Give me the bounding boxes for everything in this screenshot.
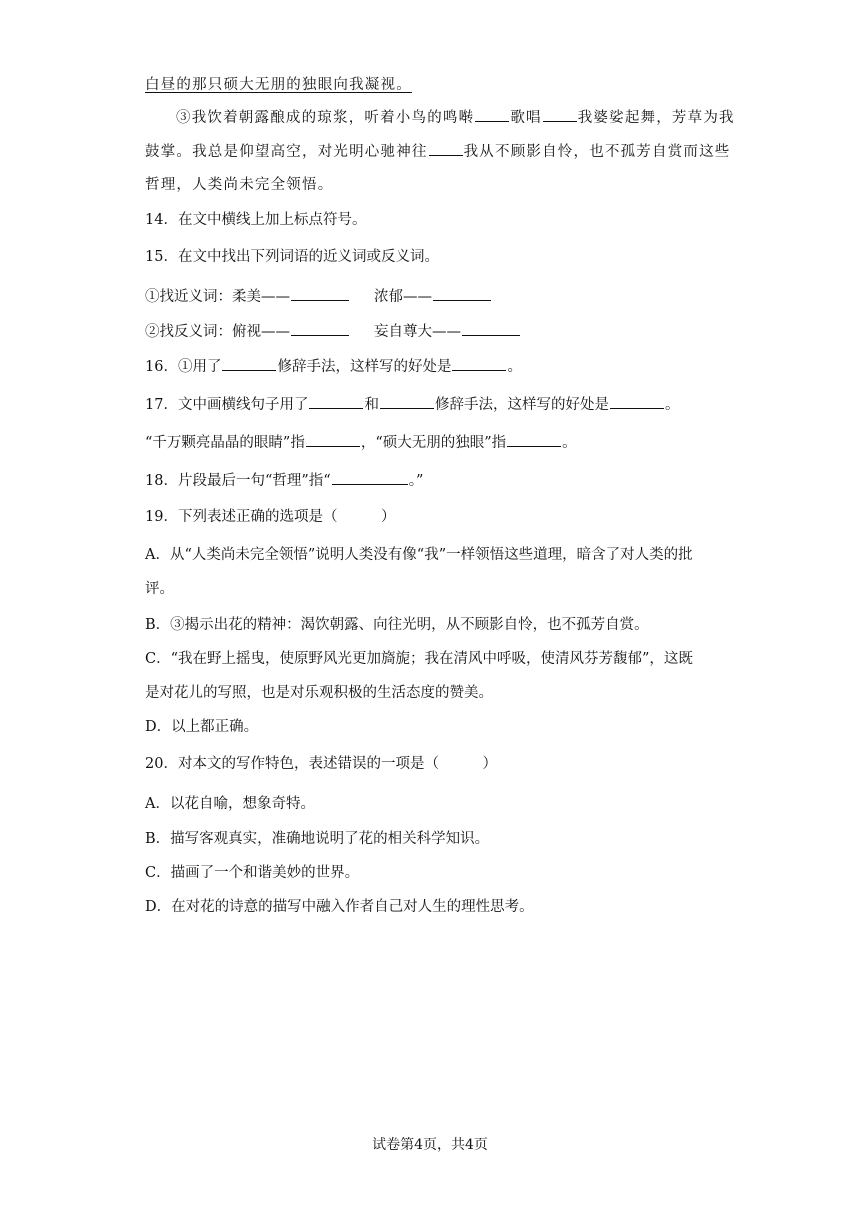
question-text: 修辞手法，这样写的好处是 [277,359,452,375]
option-19-c-line-2[interactable]: 是对花儿的写照，也是对乐观积极的生活态度的赞美。 [145,685,493,701]
question-text: 浓郁—— [374,289,432,305]
question-19: 19．下列表述正确的选项是（ ） [145,509,396,525]
question-17-part-2 [145,432,577,453]
question-18 [145,470,423,491]
question-14: 14．在文中横线上加上标点符号。 [145,212,367,228]
question-text: 17．文中画横线句子用了 [145,397,309,413]
answer-blank[interactable] [222,356,276,371]
answer-blank[interactable] [306,432,360,447]
passage-text: 歌唱 [510,110,542,126]
answer-blank[interactable] [507,432,561,447]
option-19-b[interactable]: B．③揭示出花的精神：渴饮朝露、向往光明，从不顾影自怜，也不孤芳自赏。 [145,617,649,633]
passage-line-underlined: 白昼的那只硕大无朋的独眼向我凝视。 [145,77,412,93]
punctuation-blank[interactable] [543,107,577,122]
option-19-a-line-1[interactable]: A．从“人类尚未完全领悟”说明人类没有像“我”一样领悟这些道理，暗含了对人类的批 [145,547,693,563]
answer-blank[interactable] [309,394,363,409]
question-text: 妄自尊大—— [374,324,461,340]
question-17 [145,394,679,415]
question-text: 。 [507,359,522,375]
passage-paragraph-3-line-3: 哲理，人类尚未完全领悟。 [145,177,334,193]
question-20: 20．对本文的写作特色，表述错误的一项是（ ） [145,756,497,772]
option-20-c[interactable]: C．描画了一个和谐美妙的世界。 [145,865,360,881]
question-text: “千万颗亮晶晶的眼睛”指 [145,435,305,451]
question-15-synonyms [145,286,492,307]
question-16 [145,356,522,377]
passage-text: 鼓掌。我总是仰望高空，对光明心驰神往 [145,144,428,160]
passage-paragraph-3-line-2 [145,141,731,162]
question-text: 。 [562,435,577,451]
answer-blank[interactable] [291,286,349,301]
page-footer: 试卷第4页，共4页 [372,1137,488,1153]
option-20-b[interactable]: B．描写客观真实，准确地说明了花的相关科学知识。 [145,831,490,847]
option-20-a[interactable]: A．以花自喻，想象奇特。 [145,796,315,812]
answer-blank[interactable] [462,321,520,336]
question-text: 18．片段最后一句“哲理”指“ [145,473,331,489]
answer-blank[interactable] [380,394,434,409]
passage-text: 我从不顾影自怜，也不孤芳自赏而这些 [463,144,731,160]
question-text: 修辞手法，这样写的好处是 [434,397,609,413]
option-20-d[interactable]: D．在对花的诗意的描写中融入作者自己对人生的理性思考。 [145,899,534,915]
answer-blank[interactable] [332,470,408,485]
option-19-d[interactable]: D．以上都正确。 [145,719,259,735]
question-15: 15．在文中找出下列词语的近义词或反义词。 [145,249,439,265]
answer-blank[interactable] [452,356,506,371]
question-15-antonyms [145,321,521,342]
passage-paragraph-3-line-1 [176,107,735,128]
question-text: 。” [408,473,424,489]
option-19-a-line-2[interactable]: 评。 [145,581,174,597]
passage-text: ③我饮着朝露酿成的琼浆，听着小鸟的鸣啭 [176,110,475,126]
question-text: 和 [364,397,379,413]
question-text: 16．①用了 [145,359,222,375]
question-text: ①找近义词：柔美—— [145,289,290,305]
punctuation-blank[interactable] [475,107,509,122]
option-19-c-line-1[interactable]: C．“我在野上摇曳，使原野风光更加旖旎；我在清风中呼吸，使清风芬芳馥郁”，这既 [145,651,693,667]
question-text: 。 [664,397,680,413]
punctuation-blank[interactable] [429,141,463,156]
question-text: ②找反义词：俯视—— [145,324,290,340]
question-text: ，“硕大无朋的独眼”指 [360,435,507,451]
answer-blank[interactable] [433,286,491,301]
passage-text: 我婆娑起舞，芳草为我 [577,110,735,126]
answer-blank[interactable] [291,321,349,336]
answer-blank[interactable] [610,394,664,409]
